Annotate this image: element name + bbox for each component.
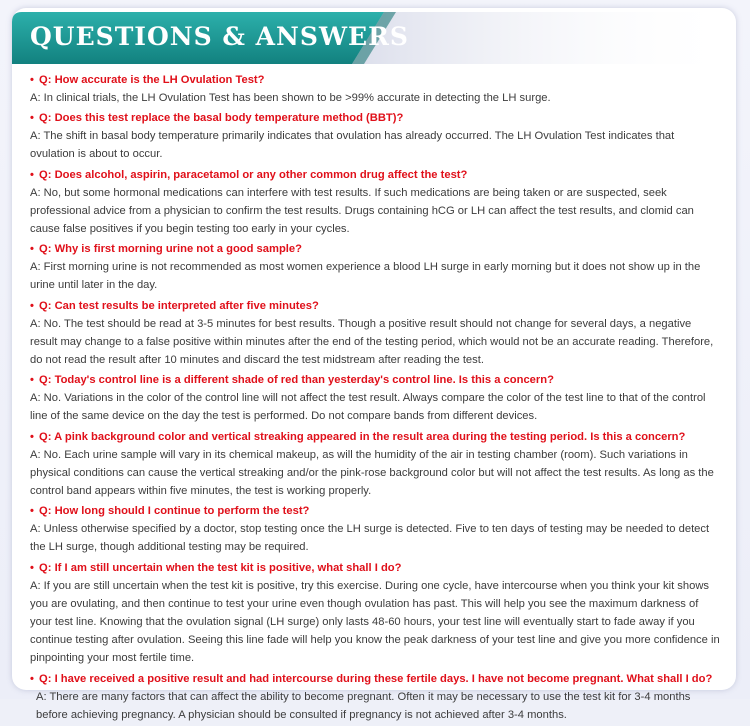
answer-4: A: First morning urine is not recommended as most women experience a blood LH surge in early morning but it does not show up in the urine until later in the day. — [30, 261, 701, 292]
question-5 — [30, 297, 720, 315]
question-text: Q: A pink background color and vertical streaking appeared in the result area during the testing period. Is this a concern? — [39, 430, 686, 443]
qa-list — [30, 71, 720, 726]
answer-8: A: Unless otherwise specified by a doctor, stop testing once the LH surge is detected. Five to ten days of testing may be needed to detect the LH surge, though additional testing may be required. — [30, 523, 710, 554]
bullet-icon: • — [30, 374, 34, 387]
answer-5: A: No. The test should be read at 3-5 minutes for best results. Though a positive result should not change for several days, a negative result may change to a false positive within minutes after the end of the testing period, which would not be an accurate reading. Therefore, do not read the result after 10 minutes and discard the test midstream after reading the test. — [30, 317, 714, 367]
bullet-icon: • — [30, 505, 34, 518]
title-banner — [12, 8, 736, 60]
bullet-icon: • — [30, 243, 34, 256]
question-8 — [30, 502, 720, 520]
question-3 — [30, 166, 720, 184]
question-text: Q: If I am still uncertain when the test kit is positive, what shall I do? — [39, 561, 402, 574]
question-9 — [30, 559, 720, 577]
answer-3: A: No, but some hormonal medications can interfere with test results. If such medications are being taken or are suspected, seek professional advice from a physician to confirm the test results. Drugs containing hCG or LH can affect the test results, and clomid can cause false positives if you begin testing too early in your cycles. — [30, 186, 694, 236]
answer-1: A: In clinical trials, the LH Ovulation Test has been shown to be >99% accurate in detecting the LH surge. — [30, 92, 551, 104]
qa-card — [12, 8, 736, 721]
answer-9: A: If you are still uncertain when the test kit is positive, try this exercise. During one cycle, have intercourse when you think your kit shows you are ovulating, and then continue to test your urine even though ovulation has past. This will help you see the maximum darkness of your test line. Knowing that the ovulation signal (LH surge) only lasts 48-60 hours, your test line will eventually start to fade away if you continue testing after ovulation. Seeing this line fade will help you know the peak darkness of your test line and give you more confidence in pinpointing your most fertile time. — [30, 579, 720, 665]
question-text: Q: How accurate is the LH Ovulation Test? — [39, 74, 265, 86]
bullet-icon: • — [30, 672, 34, 685]
question-2 — [30, 109, 720, 127]
bullet-icon: • — [30, 112, 34, 125]
question-7 — [30, 428, 720, 446]
bullet-icon: • — [30, 168, 34, 181]
question-text: Q: Can test results be interpreted after five minutes? — [39, 299, 319, 312]
bullet-icon: • — [30, 74, 34, 86]
bullet-icon: • — [30, 561, 34, 574]
question-text: Q: Today's control line is a different shade of red than yesterday's control line. Is this a concern? — [39, 374, 554, 387]
question-text: Q: Does this test replace the basal body temperature method (BBT)? — [39, 112, 404, 125]
bullet-icon: • — [30, 430, 34, 443]
page-title: QUESTIONS & ANSWERS — [30, 22, 409, 51]
question-4 — [30, 240, 720, 258]
question-text: Q: Does alcohol, aspirin, paracetamol or any other common drug affect the test? — [39, 168, 468, 181]
bullet-icon: • — [30, 299, 34, 312]
answer-7: A: No. Each urine sample will vary in its chemical makeup, as will the humidity of the air in testing chamber (room). Such variations in physical conditions can cause the vertical streaking and/or the pink-rose background color but will not affect the test results. As long as the control band appears within five minutes, the test is working properly. — [30, 448, 714, 498]
answer-10: A: There are many factors that can affect the ability to become pregnant. Often it may be necessary to use the test kit for 3-4 months before achieving pregnancy. A physician should be consulted if pregnancy is not achieved after 3-4 months. — [36, 690, 691, 721]
question-text: Q: How long should I continue to perform the test? — [39, 505, 310, 518]
question-1 — [30, 71, 720, 89]
question-text: Q: I have received a positive result and had intercourse during these fertile days. I have not become pregnant. What shall I do? — [39, 672, 713, 685]
question-6 — [30, 371, 720, 389]
answer-6: A: No. Variations in the color of the control line will not affect the test result. Always compare the color of the test line to that of the control line of the same device on the day the test is performed. Do not compare bands from different devices. — [30, 392, 706, 423]
question-10 — [30, 670, 720, 688]
question-text: Q: Why is first morning urine not a good sample? — [39, 243, 302, 256]
answer-2: A: The shift in basal body temperature primarily indicates that ovulation has already occurred. The LH Ovulation Test indicates that ovulation is about to occur. — [30, 130, 675, 161]
